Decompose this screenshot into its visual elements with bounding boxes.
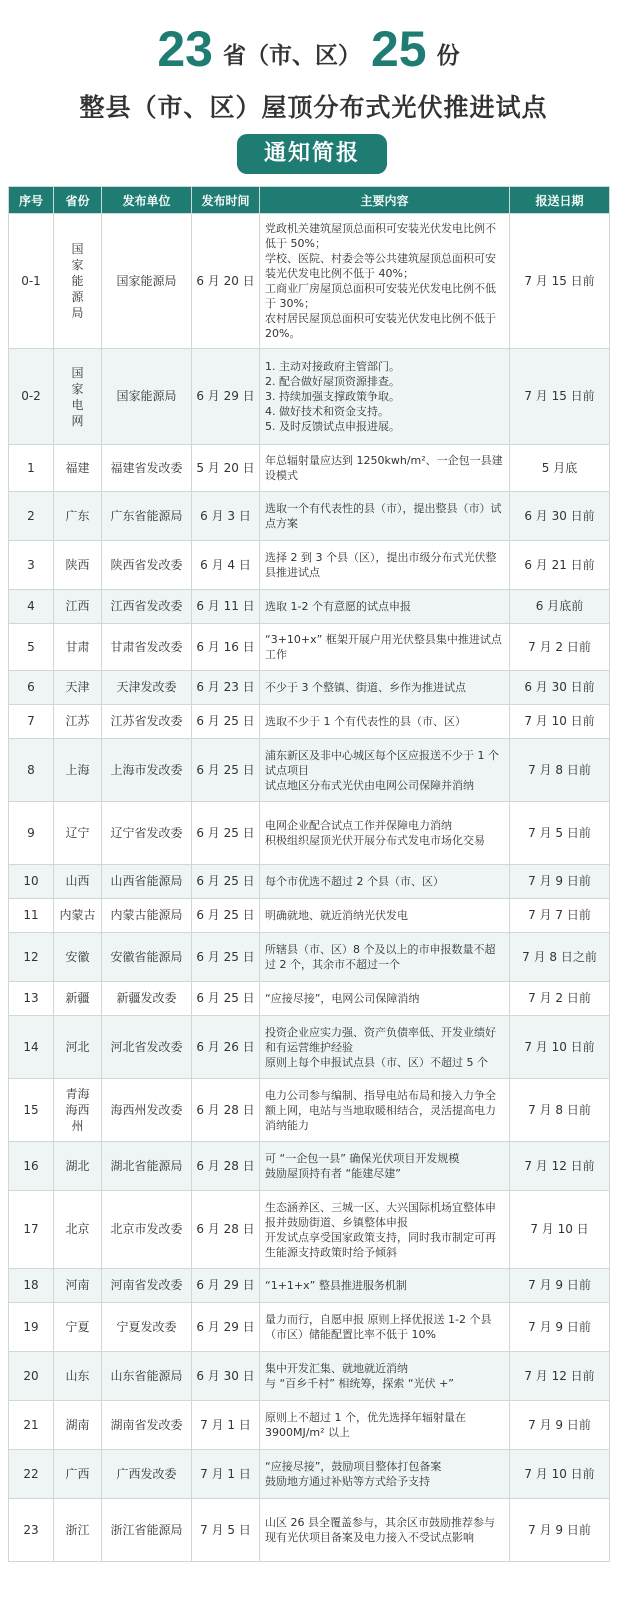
row-date: 6 月 25 日 <box>192 705 260 739</box>
row-province <box>54 214 102 349</box>
content-line: 电网企业配合试点工作并保障电力消纳 <box>265 819 452 832</box>
content-line: 3. 持续加强支撑政策争取。 <box>265 390 400 403</box>
row-unit: 天津发改委 <box>102 671 192 705</box>
col-header-no: 序号 <box>9 187 54 214</box>
row-content <box>260 1142 510 1191</box>
row-number: 1 <box>9 445 54 492</box>
table-row <box>9 445 610 492</box>
pilot-notice-table <box>8 186 610 1562</box>
row-date: 6 月 28 日 <box>192 1191 260 1269</box>
row-unit: 北京市发改委 <box>102 1191 192 1269</box>
row-number: 17 <box>9 1191 54 1269</box>
content-line: 可 “一企包一县” 确保光伏项目开发规模 <box>265 1152 460 1165</box>
content-line: 投资企业应实力强、资产负债率低、开发业绩好和有运营维护经验 <box>265 1025 496 1054</box>
province-text: 湖北 <box>65 1158 90 1173</box>
row-deadline: 7 月 5 日前 <box>510 802 610 865</box>
row-province <box>54 865 102 899</box>
row-content <box>260 865 510 899</box>
row-deadline: 7 月 8 日前 <box>510 739 610 802</box>
row-content <box>260 1269 510 1303</box>
row-date: 6 月 16 日 <box>192 624 260 671</box>
content-line: 浦东新区及非中心城区每个区应报送不少于 1 个试点项目 <box>265 748 499 777</box>
row-number: 11 <box>9 899 54 933</box>
row-number: 5 <box>9 624 54 671</box>
row-deadline: 7 月 8 日前 <box>510 1079 610 1142</box>
col-header-unit: 发布单位 <box>102 187 192 214</box>
row-unit: 国家能源局 <box>102 349 192 445</box>
content-line: 选取一个有代表性的县（市），提出整县（市）试点方案 <box>265 502 502 530</box>
table-row <box>9 1142 610 1191</box>
row-number: 2 <box>9 492 54 541</box>
row-content <box>260 671 510 705</box>
row-province <box>54 671 102 705</box>
row-date: 6 月 3 日 <box>192 492 260 541</box>
row-province <box>54 541 102 590</box>
content-line: “1+1+x” 整县推进服务机制 <box>265 1279 407 1292</box>
row-content <box>260 1401 510 1450</box>
province-text: 江西 <box>65 599 90 613</box>
row-deadline: 6 月 30 日前 <box>510 492 610 541</box>
table-row <box>9 933 610 982</box>
row-unit: 辽宁省发改委 <box>102 802 192 865</box>
province-text: 浙江 <box>65 1522 90 1537</box>
row-unit: 湖北省能源局 <box>102 1142 192 1191</box>
row-province <box>54 1079 102 1142</box>
row-content <box>260 802 510 865</box>
content-line: 2. 配合做好屋顶资源排查。 <box>265 375 400 388</box>
table-row <box>9 1450 610 1499</box>
content-line: 试点地区分布式光伏由电网公司保障并消纳 <box>265 778 474 792</box>
document-label: 份 <box>436 43 460 69</box>
table-header-row <box>9 187 610 214</box>
row-province <box>54 1016 102 1079</box>
row-deadline: 7 月 12 日前 <box>510 1142 610 1191</box>
row-deadline: 6 月底前 <box>510 590 610 624</box>
province-text: 山东 <box>65 1368 90 1383</box>
row-unit: 山西省能源局 <box>102 865 192 899</box>
row-number: 7 <box>9 705 54 739</box>
province-text: 辽宁 <box>65 825 90 840</box>
row-deadline: 7 月 12 日前 <box>510 1352 610 1401</box>
row-number: 14 <box>9 1016 54 1079</box>
row-number: 13 <box>9 982 54 1016</box>
col-header-province: 省份 <box>54 187 102 214</box>
row-number: 0-1 <box>9 214 54 349</box>
table-row <box>9 982 610 1016</box>
row-content <box>260 492 510 541</box>
content-line: 积极组织屋顶光伏开展分布式发电市场化交易 <box>265 834 485 847</box>
province-text: 江苏 <box>65 714 90 728</box>
row-content <box>260 1191 510 1269</box>
row-number: 8 <box>9 739 54 802</box>
table-row <box>9 214 610 349</box>
row-deadline: 7 月 15 日前 <box>510 349 610 445</box>
title-line-2: 整县（市、区）屋顶分布式光伏推进试点 <box>79 93 548 122</box>
content-line: 不少于 3 个整镇、街道、乡作为推进试点 <box>265 681 466 694</box>
row-deadline: 7 月 9 日前 <box>510 1269 610 1303</box>
row-province <box>54 1191 102 1269</box>
content-line: 选取不少于 1 个有代表性的县（市、区） <box>265 715 466 728</box>
row-content <box>260 590 510 624</box>
row-content <box>260 1499 510 1562</box>
province-text: 宁夏 <box>65 1319 90 1334</box>
table-row <box>9 492 610 541</box>
row-number: 16 <box>9 1142 54 1191</box>
row-content <box>260 445 510 492</box>
row-date: 7 月 1 日 <box>192 1401 260 1450</box>
content-line: 选择 2 到 3 个县（区），提出市级分布式光伏整县推进试点 <box>265 551 497 579</box>
row-deadline: 7 月 9 日前 <box>510 1303 610 1352</box>
content-line: 与 “百乡千村” 相统筹，探索 “光伏 +” <box>265 1377 454 1390</box>
table-row <box>9 1191 610 1269</box>
row-deadline: 7 月 15 日前 <box>510 214 610 349</box>
row-unit: 河北省发改委 <box>102 1016 192 1079</box>
province-label: 省（市、区） <box>223 43 361 69</box>
row-unit: 新疆发改委 <box>102 982 192 1016</box>
row-unit: 海西州发改委 <box>102 1079 192 1142</box>
row-unit: 广西发改委 <box>102 1450 192 1499</box>
row-date: 6 月 23 日 <box>192 671 260 705</box>
row-unit: 宁夏发改委 <box>102 1303 192 1352</box>
row-unit: 国家能源局 <box>102 214 192 349</box>
province-text: 新疆 <box>65 991 90 1005</box>
row-unit: 福建省发改委 <box>102 445 192 492</box>
row-unit: 江苏省发改委 <box>102 705 192 739</box>
row-date: 6 月 4 日 <box>192 541 260 590</box>
row-province <box>54 349 102 445</box>
table-row <box>9 1079 610 1142</box>
table-row <box>9 349 610 445</box>
province-text: 广东 <box>65 508 90 523</box>
row-date: 6 月 28 日 <box>192 1142 260 1191</box>
row-date: 6 月 20 日 <box>192 214 260 349</box>
col-header-date: 发布时间 <box>192 187 260 214</box>
row-date: 6 月 26 日 <box>192 1016 260 1079</box>
row-content <box>260 1079 510 1142</box>
row-deadline: 7 月 9 日前 <box>510 1401 610 1450</box>
row-number: 18 <box>9 1269 54 1303</box>
row-unit: 内蒙古能源局 <box>102 899 192 933</box>
row-date: 6 月 29 日 <box>192 1303 260 1352</box>
table-row <box>9 802 610 865</box>
row-province <box>54 933 102 982</box>
row-deadline: 7 月 9 日前 <box>510 1499 610 1562</box>
table-row <box>9 899 610 933</box>
province-text: 陕西 <box>65 557 90 572</box>
content-line: 5. 及时反馈试点申报进展。 <box>265 420 400 433</box>
row-content <box>260 705 510 739</box>
table-row <box>9 705 610 739</box>
province-count: 23 <box>157 21 213 77</box>
notice-badge: 通知简报 <box>237 134 387 174</box>
content-line: 生态涵养区、三城一区、大兴国际机场宜整体申报并鼓励街道、乡镇整体申报 <box>265 1200 496 1229</box>
province-text: 河北 <box>65 1039 90 1054</box>
row-date: 6 月 25 日 <box>192 865 260 899</box>
content-line: 学校、医院、村委会等公共建筑屋顶总面积可安装光伏发电比例不低于 40%； <box>265 252 496 280</box>
row-date: 7 月 5 日 <box>192 1499 260 1562</box>
row-unit: 湖南省发改委 <box>102 1401 192 1450</box>
row-content <box>260 349 510 445</box>
row-deadline: 6 月 30 日前 <box>510 671 610 705</box>
row-date: 5 月 20 日 <box>192 445 260 492</box>
row-unit: 安徽省能源局 <box>102 933 192 982</box>
row-date: 6 月 29 日 <box>192 1269 260 1303</box>
row-deadline: 7 月 8 日之前 <box>510 933 610 982</box>
province-text: 天津 <box>65 680 90 694</box>
content-line: “应接尽接”，电网公司保障消纳 <box>265 992 420 1005</box>
content-line: 1. 主动对接政府主管部门。 <box>265 360 400 373</box>
row-number: 3 <box>9 541 54 590</box>
content-line: 党政机关建筑屋顶总面积可安装光伏发电比例不低于 50%； <box>265 222 496 250</box>
row-number: 23 <box>9 1499 54 1562</box>
content-line: “3+10+x” 框架开展户用光伏整县集中推进试点工作 <box>265 633 502 661</box>
content-line: 明确就地、就近消纳光伏发电 <box>265 909 408 922</box>
content-line: 每个市优选不超过 2 个县（市、区） <box>265 875 444 888</box>
row-province <box>54 1401 102 1450</box>
col-header-content: 主要内容 <box>260 187 510 214</box>
row-deadline: 7 月 10 日前 <box>510 705 610 739</box>
row-content <box>260 1016 510 1079</box>
row-number: 15 <box>9 1079 54 1142</box>
content-line: 所辖县（市、区）8 个及以上的市申报数量不超过 2 个，其余市不超过一个 <box>265 943 496 971</box>
row-deadline: 7 月 10 日 <box>510 1191 610 1269</box>
content-line: 4. 做好技术和资金支持。 <box>265 405 389 418</box>
row-date: 6 月 25 日 <box>192 899 260 933</box>
row-province <box>54 1499 102 1562</box>
row-province <box>54 739 102 802</box>
row-deadline: 7 月 7 日前 <box>510 899 610 933</box>
row-deadline: 7 月 10 日前 <box>510 1450 610 1499</box>
row-content <box>260 624 510 671</box>
row-content <box>260 1352 510 1401</box>
content-line: 原则上每个申报试点县（市、区）不超过 5 个 <box>265 1055 488 1069</box>
row-deadline: 7 月 9 日前 <box>510 865 610 899</box>
content-line: 年总辐射量应达到 1250kwh/m²、一企包一县建设模式 <box>265 454 503 482</box>
row-number: 9 <box>9 802 54 865</box>
row-date: 7 月 1 日 <box>192 1450 260 1499</box>
content-line: 电力公司参与编制、指导电站布局和接入力争全额上网，电站与当地取暖相结合，灵活提高电力消纳能力 <box>265 1088 496 1132</box>
row-content <box>260 1303 510 1352</box>
row-date: 6 月 25 日 <box>192 982 260 1016</box>
row-unit: 甘肃省发改委 <box>102 624 192 671</box>
content-line: 量力而行，自愿申报 原则上择优报送 1-2 个县（市区）储能配置比率不低于 10% <box>265 1313 492 1341</box>
row-province <box>54 1352 102 1401</box>
row-province <box>54 492 102 541</box>
document-count: 25 <box>371 21 427 77</box>
content-line: “应接尽接”，鼓励项目整体打包备案 <box>265 1460 442 1473</box>
row-date: 6 月 11 日 <box>192 590 260 624</box>
row-number: 12 <box>9 933 54 982</box>
row-date: 6 月 25 日 <box>192 933 260 982</box>
row-unit: 陕西省发改委 <box>102 541 192 590</box>
row-province <box>54 899 102 933</box>
row-unit: 河南省发改委 <box>102 1269 192 1303</box>
content-line: 鼓励屋顶持有者 “能建尽建” <box>265 1167 401 1180</box>
row-number: 21 <box>9 1401 54 1450</box>
row-content <box>260 982 510 1016</box>
row-province <box>54 1269 102 1303</box>
row-number: 22 <box>9 1450 54 1499</box>
row-province <box>54 1450 102 1499</box>
row-province <box>54 802 102 865</box>
row-number: 19 <box>9 1303 54 1352</box>
row-deadline: 7 月 2 日前 <box>510 982 610 1016</box>
content-line: 工商业厂房屋顶总面积可安装光伏发电比例不低于 30%； <box>265 282 496 310</box>
province-text: 国家电网 <box>71 365 84 428</box>
province-text: 甘肃 <box>65 639 90 654</box>
row-province <box>54 590 102 624</box>
table-row <box>9 1016 610 1079</box>
row-province <box>54 1142 102 1191</box>
row-province <box>54 445 102 492</box>
row-province <box>54 705 102 739</box>
row-unit: 江西省发改委 <box>102 590 192 624</box>
table-row <box>9 624 610 671</box>
row-number: 20 <box>9 1352 54 1401</box>
row-province <box>54 624 102 671</box>
row-unit: 浙江省能源局 <box>102 1499 192 1562</box>
province-text: 内蒙古 <box>59 908 96 922</box>
row-number: 6 <box>9 671 54 705</box>
row-content <box>260 933 510 982</box>
table-row <box>9 1352 610 1401</box>
content-line: 开发试点享受国家政策支持，同时我市制定可再生能源支持政策时给予倾斜 <box>265 1230 496 1259</box>
table-row <box>9 1401 610 1450</box>
province-text: 福建 <box>65 460 90 475</box>
province-text: 河南 <box>65 1278 90 1292</box>
row-date: 6 月 28 日 <box>192 1079 260 1142</box>
province-text: 上海 <box>65 762 90 777</box>
row-deadline: 6 月 21 日前 <box>510 541 610 590</box>
row-content <box>260 541 510 590</box>
report-header <box>0 0 627 184</box>
row-date: 6 月 29 日 <box>192 349 260 445</box>
province-text: 湖南 <box>65 1417 90 1432</box>
row-content <box>260 739 510 802</box>
row-number: 10 <box>9 865 54 899</box>
row-unit: 广东省能源局 <box>102 492 192 541</box>
row-unit: 上海市发改委 <box>102 739 192 802</box>
row-deadline: 7 月 2 日前 <box>510 624 610 671</box>
province-text: 国家能源局 <box>71 242 84 320</box>
row-content <box>260 214 510 349</box>
content-line: 农村居民屋顶总面积可安装光伏发电比例不低于 20%。 <box>265 312 496 340</box>
content-line: 现有光伏项目备案及电力接入不受试点影响 <box>265 1531 474 1544</box>
title-line-1 <box>0 20 627 78</box>
row-content <box>260 1450 510 1499</box>
content-line: 山区 26 县全覆盖参与，其余区市鼓励推荐参与 <box>265 1516 495 1529</box>
row-unit: 山东省能源局 <box>102 1352 192 1401</box>
province-text: 安徽 <box>65 949 90 964</box>
province-text: 山西 <box>65 874 90 888</box>
province-text: 北京 <box>65 1222 90 1236</box>
province-text: 广西 <box>65 1466 90 1481</box>
row-date: 6 月 25 日 <box>192 802 260 865</box>
row-deadline: 7 月 10 日前 <box>510 1016 610 1079</box>
table-row <box>9 1499 610 1562</box>
content-line: 选取 1-2 个有意愿的试点申报 <box>265 600 411 613</box>
col-header-deadline: 报送日期 <box>510 187 610 214</box>
row-deadline: 5 月底 <box>510 445 610 492</box>
row-province <box>54 982 102 1016</box>
content-line: 集中开发汇集、就地就近消纳 <box>265 1362 408 1375</box>
table-row <box>9 739 610 802</box>
table-row <box>9 865 610 899</box>
content-line: 鼓励地方通过补贴等方式给予支持 <box>265 1475 430 1488</box>
table-row <box>9 541 610 590</box>
table-row <box>9 590 610 624</box>
row-content <box>260 899 510 933</box>
row-date: 6 月 25 日 <box>192 739 260 802</box>
row-number: 0-2 <box>9 349 54 445</box>
province-text: 青海海西州 <box>65 1087 90 1133</box>
table-row <box>9 1269 610 1303</box>
row-number: 4 <box>9 590 54 624</box>
table-row <box>9 671 610 705</box>
row-date: 6 月 30 日 <box>192 1352 260 1401</box>
row-province <box>54 1303 102 1352</box>
content-line: 原则上不超过 1 个，优先选择年辐射量在 3900MJ/m² 以上 <box>265 1411 466 1439</box>
table-row <box>9 1303 610 1352</box>
